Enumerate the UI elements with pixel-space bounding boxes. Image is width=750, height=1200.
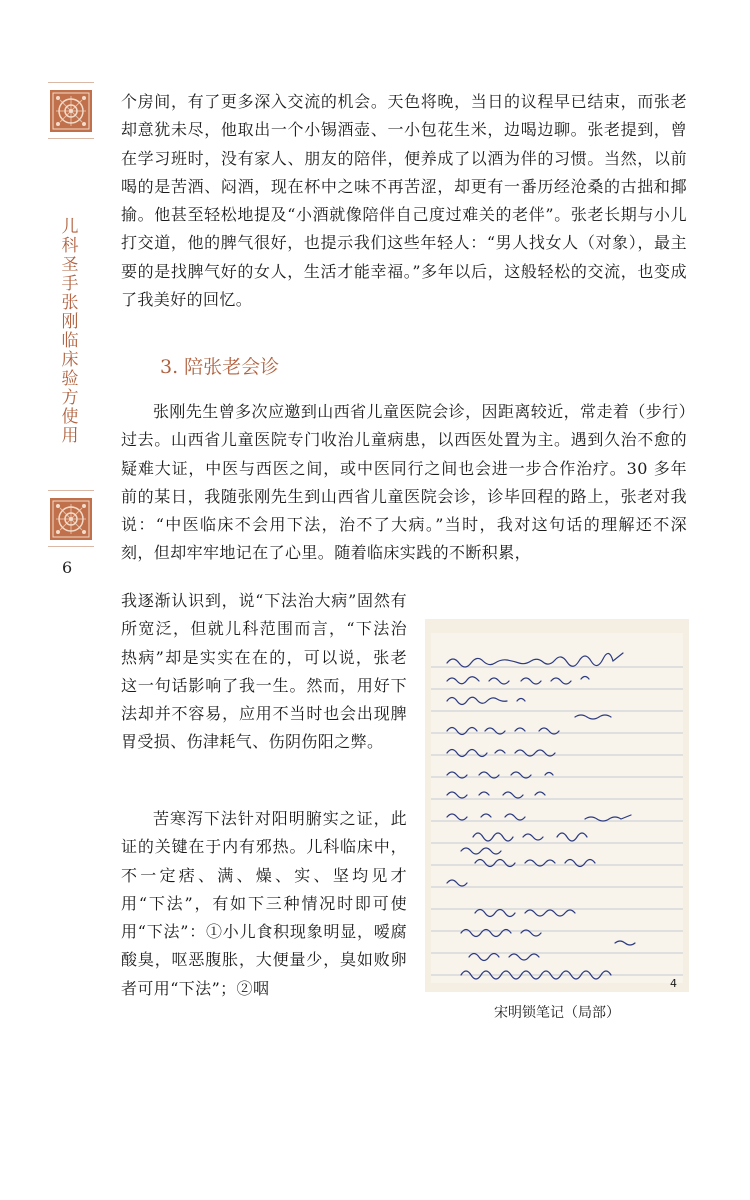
section-heading: 3. 陪张老会诊: [160, 356, 280, 378]
vertical-title-char: 床: [61, 350, 79, 370]
vertical-title-char: 儿: [61, 217, 79, 237]
ornament-seal-icon: [50, 90, 92, 132]
paragraph-2: 张刚先生曾多次应邀到山西省儿童医院会诊，因距离较近，常走着（步行）过去。山西省儿童医院专门收治儿童病患，以西医处置为主。遇到久治不愈的疑难大证，中医与西医之间，或中医同行之间也会进一步合作治疗。30 多年前的某日，我随张刚先生到山西省儿童医院会诊，诊毕回程的路上，张老对我说：“中医临床不会用下法，治不了大病。”当时，我对这句话的理解还不深刻，但却牢牢地记在了心里。随着临床实践的不断积累，: [121, 402, 687, 563]
vertical-book-title: [58, 218, 82, 446]
vertical-title-char: 用: [61, 426, 79, 446]
margin-rule-lower: [48, 490, 94, 491]
paragraph-1: 个房间，有了更多深入交流的机会。天色将晚，当日的议程早已结束，而张老却意犹未尽，他取出一个小锡酒壶、一小包花生米，边喝边聊。张老提到，曾在学习班时，没有家人、朋友的陪伴，便养成了以酒为伴的习惯。当然，以前喝的是苦酒、闷酒，现在杯中之味不再苦涩，却更有一番历经沧桑的古拙和揶揄。他甚至轻松地提及“小酒就像陪伴自己度过难关的老伴”。张老长期与小儿打交道，他的脾气很好，也提示我们这些年轻人：“男人找女人（对象），最主要的是找脾气好的女人，生活才能幸福。”多年以后，这般轻松的交流，也变成了我美好的回忆。: [121, 92, 687, 310]
margin-rule-bottom: [48, 546, 94, 547]
vertical-title-char: 方: [61, 388, 79, 408]
vertical-title-char: 临: [61, 331, 79, 351]
paragraph-2-continued: 我逐渐认识到，说“下法治大病”固然有所宽泛，但就儿科范围而言，“下法治热病”却是实实在在的，可以说，张老这一句话影响了我一生。然而，用好下法却并不容易，应用不当时也会出现脾胃受损、伤津耗气、伤阴伤阳之弊。: [121, 591, 407, 752]
margin-rule-mid: [48, 138, 94, 139]
handwritten-notes-photo: [425, 619, 689, 992]
paragraph-3: 苦寒泻下法针对阳明腑实之证，此证的关键在于内有邪热。儿科临床中，不一定痞、满、燥、实、坚均见才用“下法”，有如下三种情况时即可使用“下法”：①小儿食积现象明显，嗳腐酸臭，呕恶腹胀，大便量少，臭如败卵者可用“下法”；②咽: [121, 809, 407, 998]
vertical-title-char: 使: [61, 407, 79, 427]
figure-caption: 宋明锁笔记（局部）: [494, 1005, 620, 1021]
vertical-title-char: 科: [61, 236, 79, 256]
page-number: 6: [62, 558, 73, 577]
vertical-title-char: 验: [61, 369, 79, 389]
vertical-title-char: 刚: [61, 312, 79, 332]
margin-rule-top: [48, 82, 94, 83]
ornament-seal-icon-lower: [50, 498, 92, 540]
figure-corner-mark: 4: [670, 977, 677, 990]
vertical-title-char: 圣: [61, 255, 79, 275]
vertical-title-char: 手: [61, 274, 79, 294]
vertical-title-char: 张: [61, 293, 79, 313]
